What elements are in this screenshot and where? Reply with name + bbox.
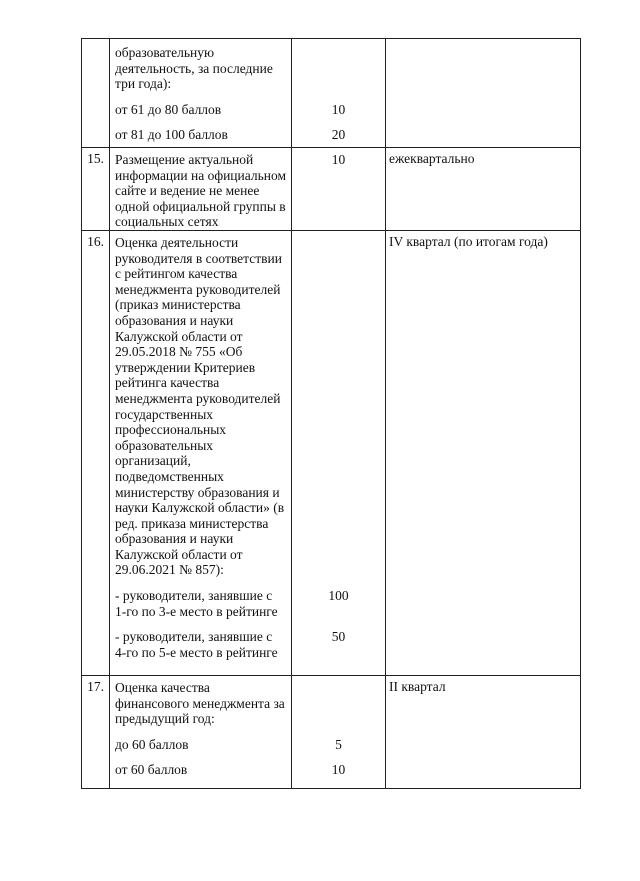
period-text: IV квартал (по итогам года): [389, 234, 548, 249]
description-line: образовательных: [115, 437, 214, 453]
criterion-description: [110, 148, 291, 230]
score-cell: [292, 148, 386, 231]
score-cell: [292, 39, 386, 148]
description-line: руководителя в соответствии: [115, 250, 282, 266]
criteria-table: [81, 38, 581, 789]
description-line: деятельность, за последние: [115, 60, 273, 76]
sub-item-line: 4-го по 5-е место в рейтинге: [115, 644, 278, 660]
period-text: II квартал: [389, 679, 446, 694]
description-line: 29.06.2021 № 857):: [115, 562, 224, 578]
description-line: предыдущий год:: [115, 711, 215, 727]
score-values: [292, 148, 385, 168]
sub-item-line: от 81 до 100 баллов: [115, 127, 228, 143]
description-line: организаций,: [115, 453, 191, 469]
row-score: 10: [331, 152, 346, 167]
score-blank-line: [292, 645, 385, 661]
row-number-cell: [82, 676, 110, 789]
sub-item-gap: [115, 727, 288, 737]
sub-item-gap: [292, 92, 385, 102]
description-line: Калужской области от: [115, 328, 243, 344]
description-line: менеджмента руководителей: [115, 390, 281, 406]
period-text: [386, 39, 580, 42]
criterion-description: [110, 676, 291, 778]
sub-item-gap: [292, 619, 385, 629]
score-values: [292, 231, 385, 661]
score-cell: [292, 676, 386, 789]
period-cell: [386, 148, 581, 231]
sub-item-score: 20: [331, 127, 346, 143]
score-spacer: [292, 231, 385, 578]
sub-item-gap: [292, 117, 385, 127]
criteria-table-body: [82, 39, 581, 789]
criterion-description-cell: [110, 39, 292, 148]
description-line: рейтинга качества: [115, 375, 220, 391]
sub-item-line: - руководители, занявшие с: [115, 588, 273, 604]
description-line: менеджмента руководителей: [115, 281, 281, 297]
sub-item-gap: [292, 727, 385, 737]
criterion-description: [110, 231, 291, 660]
description-line: Оценка деятельности: [115, 235, 239, 250]
period-cell: [386, 676, 581, 789]
criterion-description-cell: [110, 231, 292, 676]
description-line: одной официальной группы в: [115, 198, 286, 214]
criterion-description-cell: [110, 148, 292, 231]
sub-item-line: от 61 до 80 баллов: [115, 101, 222, 117]
sub-item-gap: [115, 619, 288, 629]
sub-item-line: от 60 баллов: [115, 762, 188, 778]
sub-item-score: 10: [331, 101, 346, 117]
sub-item-line: - руководители, занявшие с: [115, 629, 273, 645]
description-line: Калужской области от: [115, 546, 243, 562]
criterion-description: [110, 39, 291, 143]
sub-item-gap: [292, 578, 385, 588]
sub-item-gap: [115, 92, 288, 102]
description-line: информации на официальном: [115, 167, 287, 183]
description-line: государственных: [115, 406, 214, 422]
table-row: [82, 148, 581, 231]
criterion-description-cell: [110, 676, 292, 789]
score-spacer: [292, 676, 385, 727]
row-number: 16.: [87, 234, 104, 249]
sub-item-gap: [115, 578, 288, 588]
period-text: ежеквартально: [389, 151, 475, 166]
description-line: подведомственных: [115, 468, 224, 484]
score-values: [292, 39, 385, 143]
score-values: [292, 676, 385, 778]
description-line: профессиональных: [115, 422, 227, 438]
description-line: три года):: [115, 76, 172, 92]
sub-item-score: 10: [331, 762, 346, 778]
description-line: социальных сетях: [115, 214, 219, 230]
description-line: образовательную: [115, 45, 215, 60]
table-row: [82, 39, 581, 148]
row-number: 17.: [87, 679, 104, 694]
sub-item-gap: [292, 752, 385, 762]
sub-item-gap: [115, 117, 288, 127]
description-line: (приказ министерства: [115, 297, 241, 313]
table-row: [82, 676, 581, 789]
description-line: утверждении Критериев: [115, 359, 256, 375]
description-line: Размещение актуальной: [115, 152, 254, 167]
row-number-cell: [82, 231, 110, 676]
description-line: 29.05.2018 № 755 «Об: [115, 344, 243, 360]
row-number: [82, 39, 109, 42]
row-number-cell: [82, 148, 110, 231]
score-cell: [292, 231, 386, 676]
description-line: Оценка качества: [115, 680, 210, 695]
sub-item-gap: [115, 752, 288, 762]
period-cell: [386, 231, 581, 676]
sub-item-line: до 60 баллов: [115, 736, 189, 752]
score-blank-line: [292, 604, 385, 620]
table-row: [82, 231, 581, 676]
description-line: сайте и ведение не менее: [115, 183, 260, 199]
period-cell: [386, 39, 581, 148]
row-number-cell: [82, 39, 110, 148]
description-line: ред. приказа министерства: [115, 515, 269, 531]
score-spacer: [292, 39, 385, 92]
description-line: с рейтингом качества: [115, 266, 238, 282]
sub-item-line: 1-го по 3-е место в рейтинге: [115, 603, 278, 619]
description-line: финансового менеджмента за: [115, 695, 285, 711]
description-line: образования и науки: [115, 531, 234, 547]
sub-item-score: 5: [335, 736, 342, 752]
row-number: 15.: [87, 151, 104, 166]
description-line: науки Калужской области» (в: [115, 500, 285, 516]
description-line: образования и науки: [115, 312, 234, 328]
sub-item-score: 50: [331, 629, 346, 645]
description-line: министерству образования и: [115, 484, 280, 500]
sub-item-score: 100: [328, 588, 349, 604]
